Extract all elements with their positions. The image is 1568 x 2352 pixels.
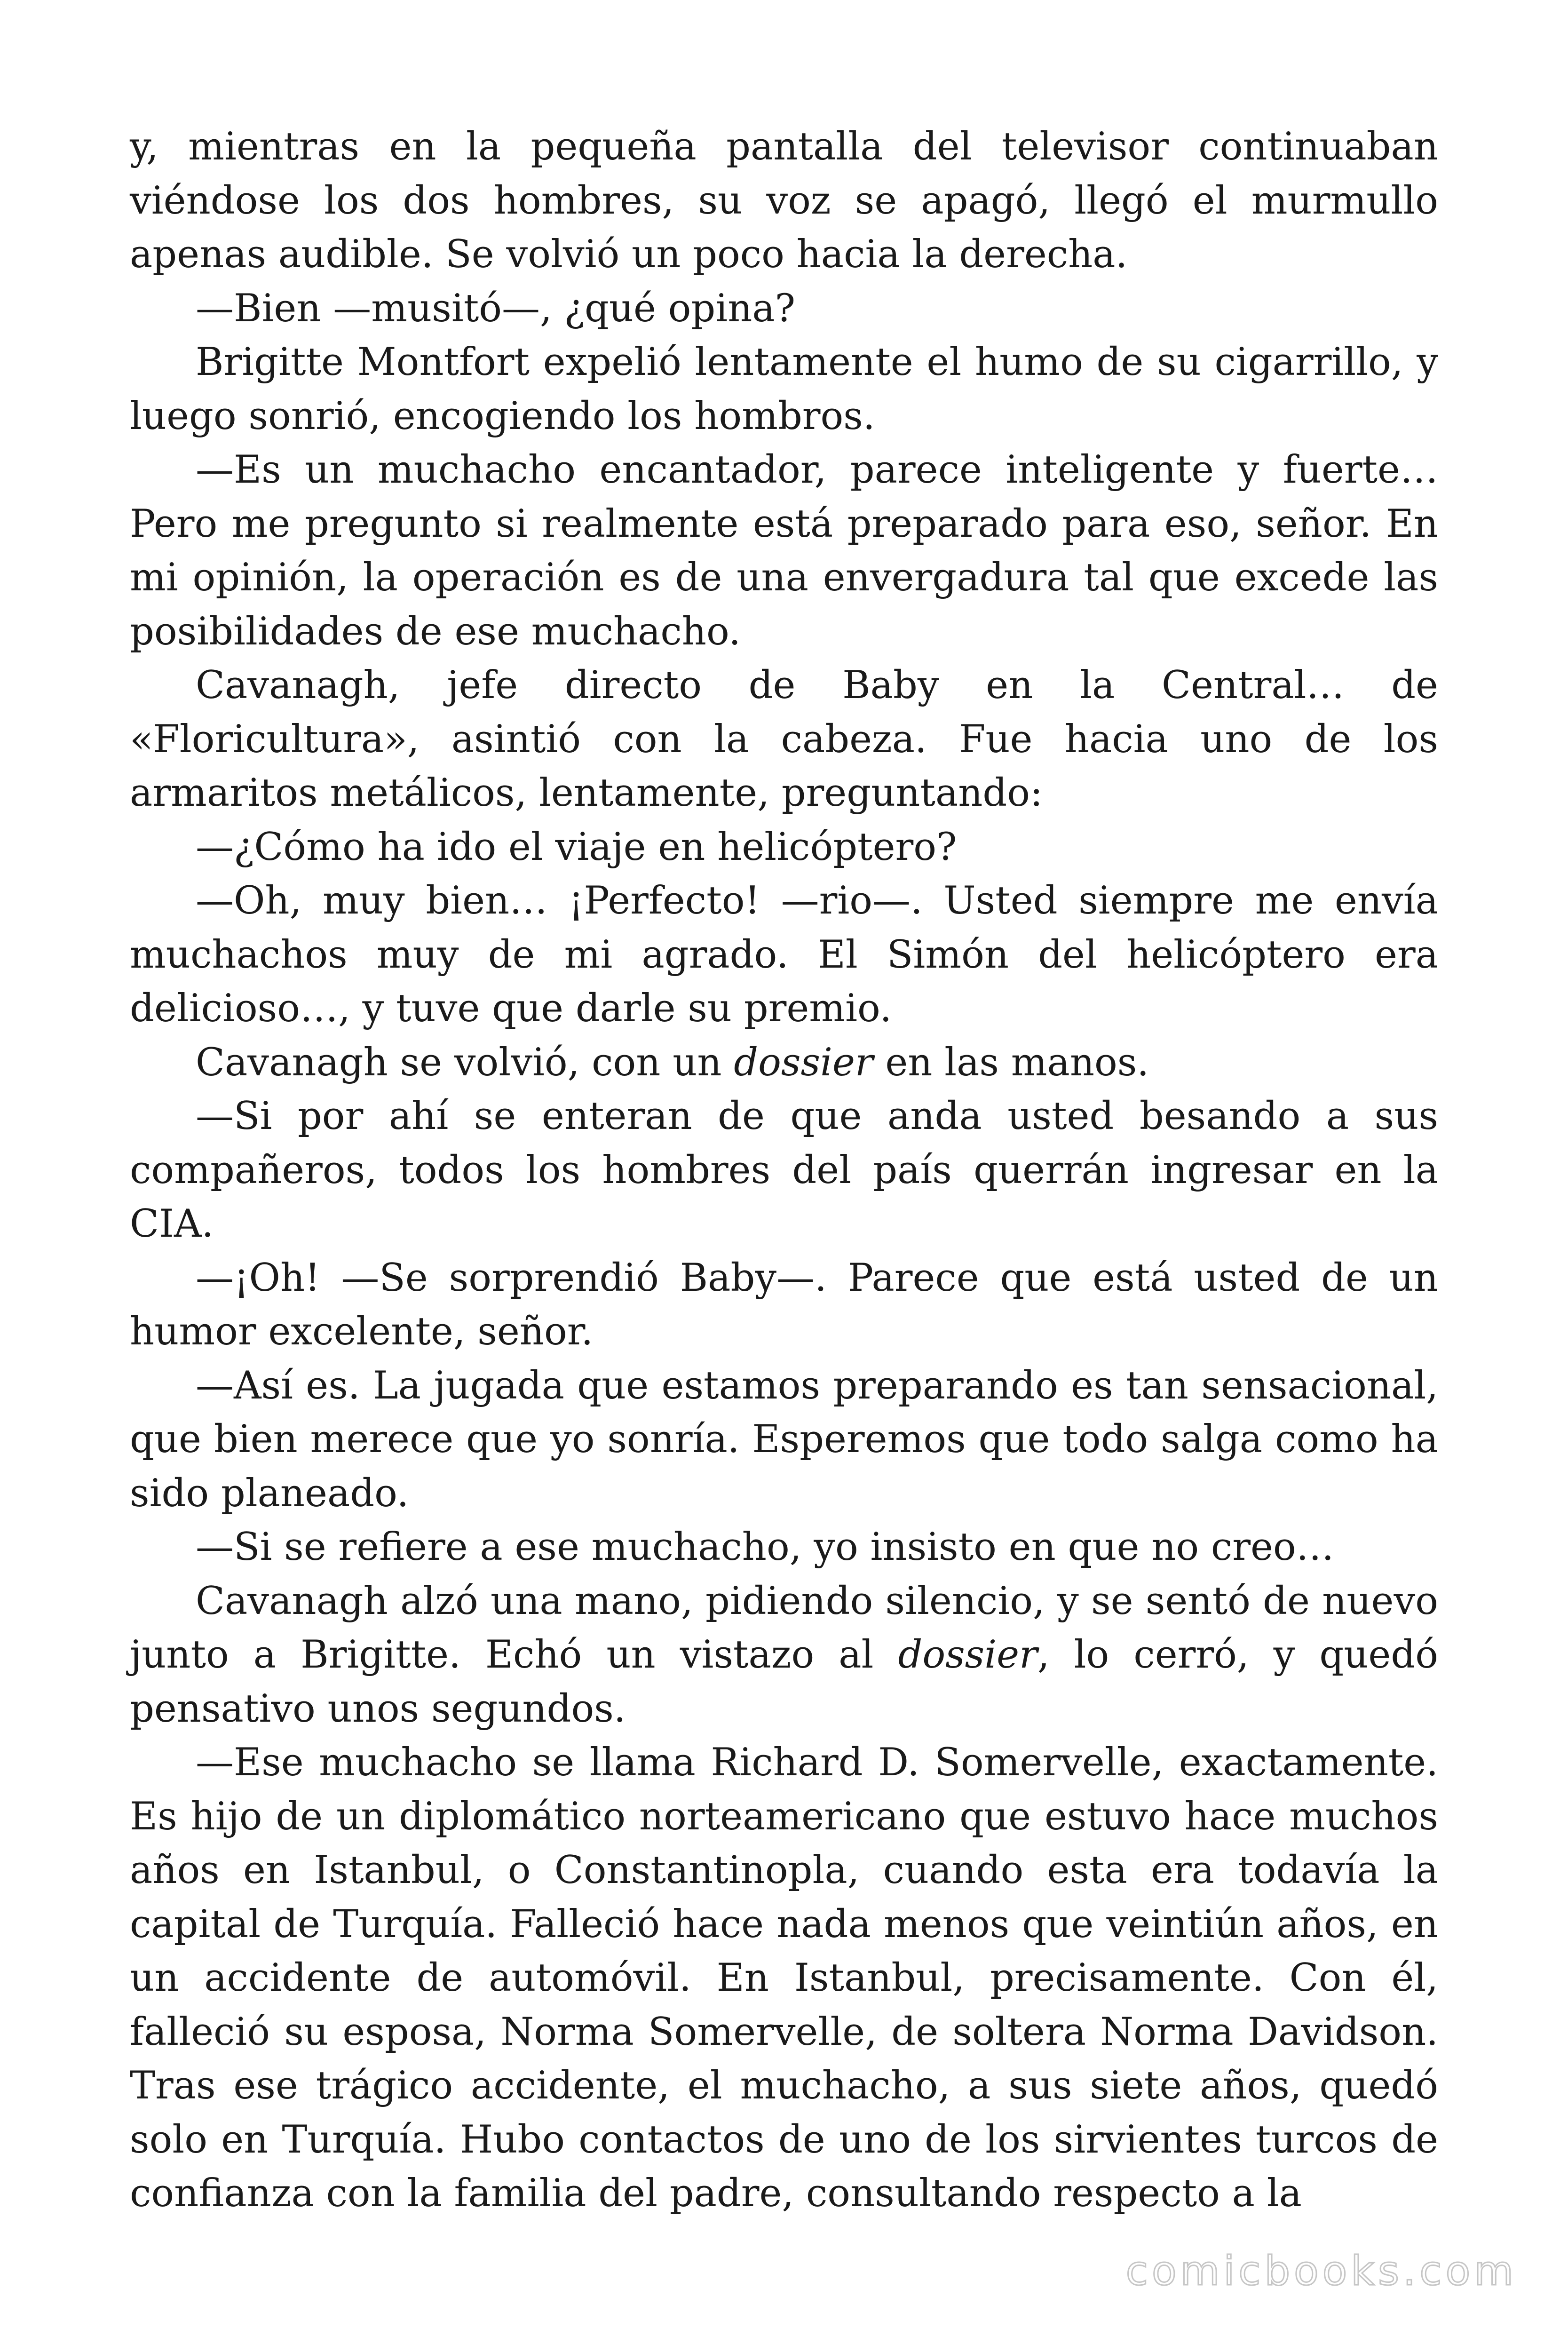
paragraph-text: —¿Cómo ha ido el viaje en helicóptero? — [196, 825, 957, 869]
paragraph-text: —Bien —musitó—, ¿qué opina? — [196, 286, 796, 331]
paragraph — [130, 335, 1438, 443]
paragraph — [130, 1359, 1438, 1521]
book-page-text — [130, 120, 1438, 2221]
paragraph-text: —¡Oh! —Se sorprendió Baby—. Parece que está usted de un humor excelente, señor. — [130, 1255, 1438, 1354]
paragraph — [130, 1736, 1438, 2221]
paragraph — [130, 120, 1438, 282]
paragraph — [130, 1036, 1438, 1090]
paragraph-text: —Si se refiere a ese muchacho, yo insisto en que no creo… — [196, 1525, 1334, 1569]
paragraph — [130, 443, 1438, 659]
paragraph-text: —Así es. La jugada que estamos preparando es tan sensacional, que bien merece que yo sonría. Esperemos que todo salga como ha sido planeado. — [130, 1363, 1438, 1516]
italic-text: dossier — [734, 1040, 873, 1085]
paragraph — [130, 820, 1438, 874]
paragraph-text: —Ese muchacho se llama Richard D. Somervelle, exactamente. Es hijo de un diplomático norteamericano que estuvo hace muchos años en Istanbul, o Constantinopla, cuando esta era todavía la capital de Turquía. Falleció hace nada menos que veintiún años, en un accidente de automóvil. En Istanbul, precisamente. Con él, falleció su esposa, Norma Somervelle, de soltera Norma Davidson. Tras ese trágico accidente, el muchacho, a sus siete años, quedó solo en Turquía. Hubo contactos de uno de los sirvientes turcos de confianza con la familia del padre, consultando respecto a la — [130, 1740, 1438, 2216]
watermark-logo: comicbooks.com — [1125, 2248, 1517, 2295]
italic-text: dossier — [898, 1633, 1037, 1677]
paragraph — [130, 1089, 1438, 1251]
paragraph-text: , lo cerró, y quedó pensativo unos segundos. — [130, 1633, 1438, 1731]
paragraph — [130, 1251, 1438, 1359]
paragraph-text: —Si por ahí se enteran de que anda usted besando a sus compañeros, todos los hombres del país querrán ingresar en la CIA. — [130, 1094, 1438, 1246]
paragraph-text: Brigitte Montfort expelió lentamente el humo de su cigarrillo, y luego sonrió, encogiendo los hombros. — [130, 340, 1438, 438]
paragraph — [130, 1574, 1438, 1736]
paragraph-text: —Oh, muy bien… ¡Perfecto! —rio—. Usted siempre me envía muchachos muy de mi agrado. El Simón del helicóptero era delicioso…, y tuve que darle su premio. — [130, 879, 1438, 1031]
paragraph — [130, 874, 1438, 1036]
paragraph-text: y, mientras en la pequeña pantalla del televisor continuaban viéndose los dos hombres, su voz se apagó, llegó el murmullo apenas audible. Se volvió un poco hacia la derecha. — [130, 125, 1438, 277]
paragraph-text: Cavanagh, jefe directo de Baby en la Central… de «Floricultura», asintió con la cabeza. Fue hacia uno de los armaritos metálicos, lentamente, preguntando: — [130, 663, 1438, 815]
paragraph — [130, 1520, 1438, 1574]
paragraph-text: —Es un muchacho encantador, parece inteligente y fuerte… Pero me pregunto si realmente está preparado para eso, señor. En mi opinión, la operación es de una envergadura tal que excede las posibilidades de ese muchacho. — [130, 448, 1438, 654]
paragraph-text: en las manos. — [873, 1040, 1149, 1085]
paragraph — [130, 282, 1438, 336]
paragraph-text: Cavanagh se volvió, con un — [196, 1040, 734, 1085]
paragraph — [130, 659, 1438, 820]
paragraph-text: Cavanagh alzó una mano, pidiendo silencio, y se sentó de nuevo junto a Brigitte. Echó un vistazo al — [130, 1579, 1438, 1677]
